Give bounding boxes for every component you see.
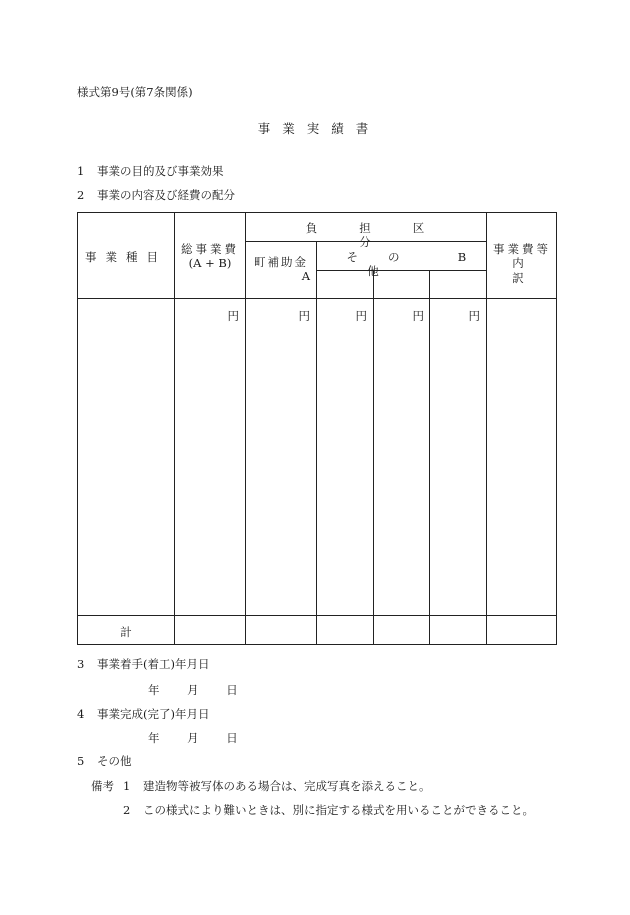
header-total-cost-formula: (A + B)	[188, 256, 232, 271]
form-number: 様式第9号(第7条関係)	[77, 85, 193, 99]
section-4-text: 事業完成(完了)年月日	[97, 707, 210, 721]
section-4-number: 4	[77, 707, 85, 721]
section-3-number: 3	[77, 657, 85, 671]
note-2-number: 2	[123, 803, 131, 817]
note-item-1	[123, 781, 431, 793]
header-total-cost-label: 総事業費	[181, 242, 239, 256]
header-town-subsidy-label: 町補助金	[254, 255, 308, 269]
header-breakdown-label: 事業費等	[493, 242, 551, 256]
unit-town-subsidy: 円	[298, 309, 310, 323]
section-2-text: 事業の内容及び経費の配分	[97, 188, 235, 202]
section-2-number: 2	[77, 188, 85, 202]
header-town-subsidy	[246, 255, 316, 284]
unit-other-2: 円	[412, 309, 424, 323]
header-other-b: B	[457, 250, 467, 264]
section-4-date: 年 月 日	[148, 731, 238, 745]
section-5-number: 5	[77, 754, 85, 768]
header-town-subsidy-a: A	[301, 269, 310, 284]
section-1	[77, 166, 224, 178]
section-3	[77, 659, 209, 671]
unit-other-1: 円	[355, 309, 367, 323]
section-3-text: 事業着手(着工)年月日	[97, 657, 210, 671]
note-1-number: 1	[123, 779, 131, 793]
section-1-text: 事業の目的及び事業効果	[97, 164, 224, 178]
unit-other-b: 円	[468, 309, 480, 323]
header-breakdown	[487, 242, 557, 285]
section-1-number: 1	[77, 164, 85, 178]
section-3-date: 年 月 日	[148, 683, 238, 697]
unit-total-cost: 円	[227, 309, 239, 323]
note-2-text: この様式により難いときは、別に指定する様式を用いることができること。	[143, 803, 534, 817]
total-row-label: 計	[120, 625, 132, 639]
document-title: 事業実績書	[257, 121, 381, 136]
section-5	[77, 756, 132, 768]
header-burden: 負担区分	[305, 221, 467, 250]
header-other: その他	[346, 250, 430, 279]
notes-label: 備考	[91, 779, 114, 793]
note-item-2	[123, 805, 534, 817]
section-2	[77, 190, 235, 202]
section-5-text: その他	[97, 754, 132, 768]
header-total-cost	[175, 242, 245, 271]
header-item-type: 事業種目	[85, 250, 167, 264]
note-1-text: 建造物等被写体のある場合は、完成写真を添えること。	[143, 779, 431, 793]
section-4	[77, 709, 209, 721]
header-breakdown-sub: 内 訳	[512, 256, 546, 285]
